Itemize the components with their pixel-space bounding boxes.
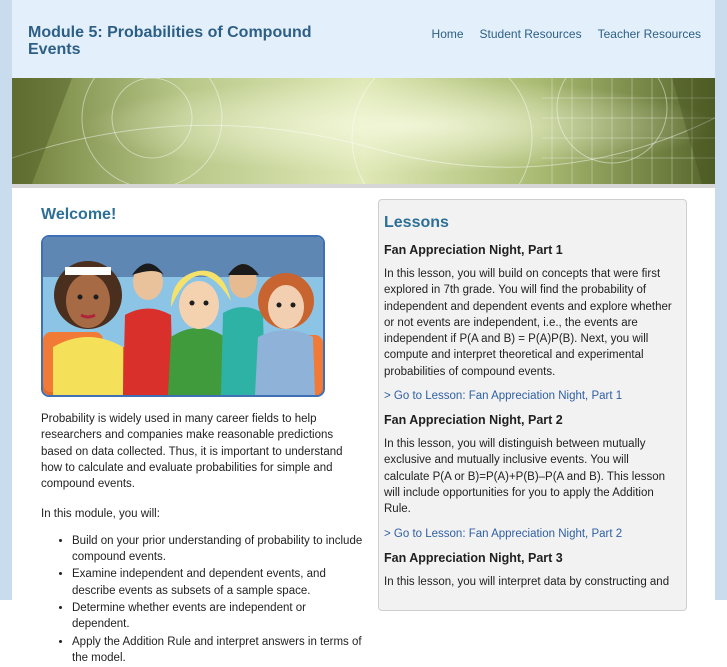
page-frame-right [715, 0, 727, 600]
nav-student-resources-link[interactable]: Student Resources [479, 27, 582, 41]
banner-image [12, 78, 715, 184]
welcome-heading: Welcome! [41, 206, 117, 223]
module-objectives-list [41, 533, 366, 666]
lesson-description-part2: In this lesson, you will distinguish between mutually exclusive and mutually inclusive events. You will calculate P(A or B)=P(A)+P(B)–P(A and B). This lesson will include opportunities for you to apply the Addition Rule. [384, 438, 666, 516]
lesson-link-part1[interactable]: > Go to Lesson: Fan Appreciation Night, Part 1 [384, 390, 623, 403]
students-illustration [41, 235, 325, 397]
lesson-link-part2[interactable]: > Go to Lesson: Fan Appreciation Night, Part 2 [384, 527, 623, 540]
module-intro-text: In this module, you will: [41, 508, 160, 521]
lesson-description-part3: In this lesson, you will interpret data by constructing and [384, 575, 670, 588]
page-frame-left [0, 0, 12, 600]
list-item: • Determine whether events are independent or dependent. [72, 600, 366, 633]
lessons-panel [378, 199, 687, 611]
lesson-title-part2: Fan Appreciation Night, Part 2 [384, 413, 563, 428]
intro-paragraph: Probability is widely used in many career fields to help researchers and companies make reasonable predictions based on data collected. Thus, it is important to understand how to calculate and evaluate probabilities for simple and compound events. [41, 413, 343, 491]
banner-divider [12, 184, 715, 188]
site-title: Module 5: Probabilities of Compound Events [28, 24, 312, 58]
list-item: • Build on your prior understanding of probability to include compound events. [72, 533, 366, 566]
lesson-title-part3: Fan Appreciation Night, Part 3 [384, 550, 563, 565]
lesson-description-part1: In this lesson, you will build on concepts that were first explored in 7th grade. You will find the probability of independent and dependent events and explore whether or not events are independent, i.e., the events are independent if P(A and B) = P(A)P(B). Next, you will compute and interpret theoretical and experimental probabilities of compound events. [384, 268, 672, 378]
lesson-title-part1: Fan Appreciation Night, Part 1 [384, 243, 563, 257]
site-header [12, 0, 715, 78]
nav-home-link[interactable]: Home [431, 27, 464, 41]
welcome-section [41, 206, 366, 667]
nav-teacher-resources-link[interactable]: Teacher Resources [597, 27, 701, 41]
main-nav [432, 27, 701, 41]
list-item: • Examine independent and dependent events, and describe events as subsets of a sample space. [72, 566, 366, 599]
list-item: • Apply the Addition Rule and interpret answers in terms of the model. [72, 634, 366, 667]
lessons-heading: Lessons [384, 214, 449, 231]
